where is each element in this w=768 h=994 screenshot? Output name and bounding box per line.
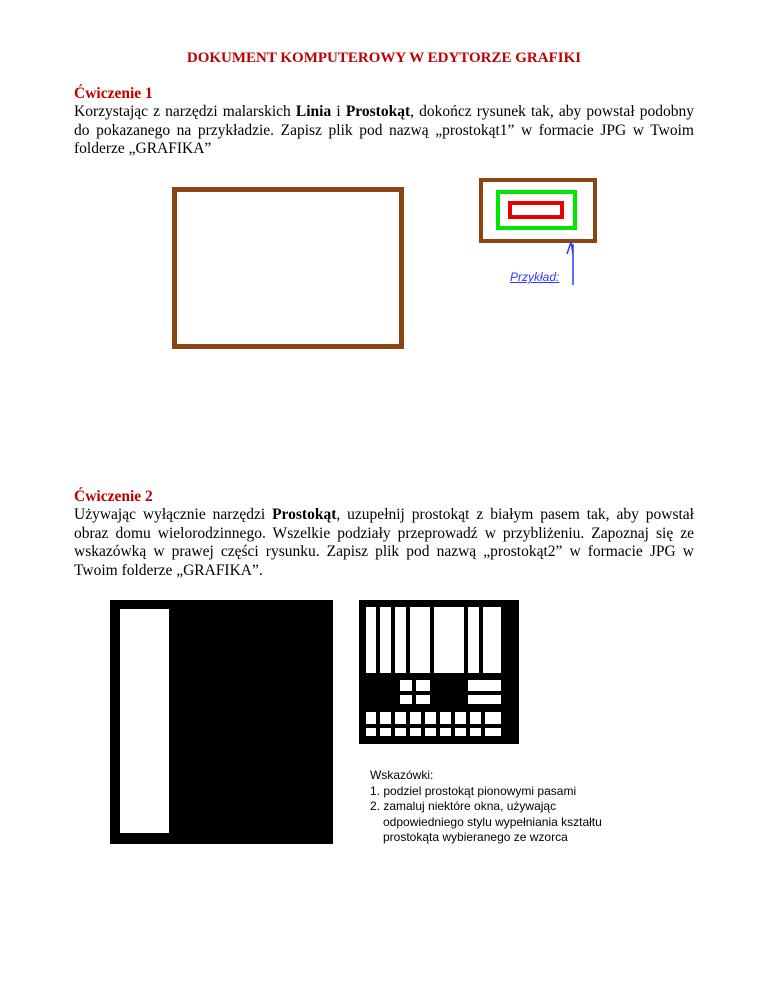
building-window <box>410 728 421 736</box>
hint-item-2-line3: prostokąta wybieranego ze wzorca <box>383 830 568 844</box>
building-window <box>440 712 451 724</box>
tool-name-rectangle: Prostokąt <box>272 506 337 523</box>
exercise2-text-part2: , uzupełnij prostokąt z białym pasem tak, aby powstał obraz domu wielorodzinnego. Wszelkie podziały przeprowadź w przybliżeniu. Zapoznaj się ze wskazówką w prawej części rysunku. Zapisz plik pod nazwą „prostokąt2” w formacie JPG w Twoim folderze „GRAFIKA”. <box>74 506 694 579</box>
hint-item-2-line1: 2. zamaluj niektóre okna, używając <box>370 799 557 813</box>
building-window <box>485 712 501 724</box>
tool-name-rectangle: Prostokąt <box>345 103 411 120</box>
building-window <box>455 712 466 724</box>
exercise1-canvas-rectangle <box>172 187 404 349</box>
building-window <box>395 728 406 736</box>
building-window <box>366 728 376 736</box>
building-window <box>395 712 406 724</box>
sample-label: Przykład: <box>510 270 560 284</box>
exercise1-text-part3: , dokończ rysunek tak, aby powstał podobny do pokazanego na przykładzie. Zapisz plik pod nazwą „prostokąt1” w formacie JPG w Twoim folderze „GRAFIKA” <box>74 103 694 157</box>
building-window <box>468 695 501 704</box>
hints-block <box>370 768 602 846</box>
building-window <box>416 680 430 691</box>
building-window <box>380 728 391 736</box>
exercise1-text <box>74 103 694 159</box>
exercise1-text-part2: i <box>331 103 346 120</box>
building-window <box>366 607 376 673</box>
hint-item-1: 1. podziel prostokąt pionowymi pasami <box>370 783 577 798</box>
building-window <box>470 712 481 724</box>
building-window <box>416 695 430 704</box>
hint-item-2-line2: odpowiedniego stylu wypełniania kształtu <box>383 814 602 829</box>
building-window <box>485 728 501 736</box>
building-window <box>468 680 501 691</box>
exercise2-text-part1: Używając wyłącznie narzędzi <box>74 506 273 523</box>
building-window <box>425 712 436 724</box>
building-window <box>400 680 412 691</box>
building-window <box>434 607 464 673</box>
building-window <box>366 712 376 724</box>
building-window <box>380 607 391 673</box>
building-window <box>483 607 501 673</box>
tool-name-line: Linia <box>295 103 332 120</box>
building-window <box>468 607 479 673</box>
building-window <box>440 728 451 736</box>
exercise1-text-part1: Korzystając z narzędzi malarskich <box>74 103 296 120</box>
building-window <box>380 712 391 724</box>
building-window <box>395 607 406 673</box>
exercise1-heading: Ćwiczenie 1 <box>74 85 153 102</box>
building-window <box>470 728 481 736</box>
hint-building-illustration <box>359 600 519 744</box>
building-window <box>400 695 412 704</box>
building-window <box>410 607 430 673</box>
building-window <box>410 712 421 724</box>
hints-title: Wskazówki: <box>370 768 434 782</box>
building-window <box>425 728 436 736</box>
exercise2-text <box>74 506 694 580</box>
document-title: DOKUMENT KOMPUTEROWY W EDYTORZE GRAFIKI <box>186 50 582 66</box>
exercise2-heading: Ćwiczenie 2 <box>74 488 153 505</box>
building-window <box>455 728 466 736</box>
sample-inner-red-rectangle <box>508 201 564 219</box>
exercise2-white-strip <box>120 609 169 833</box>
